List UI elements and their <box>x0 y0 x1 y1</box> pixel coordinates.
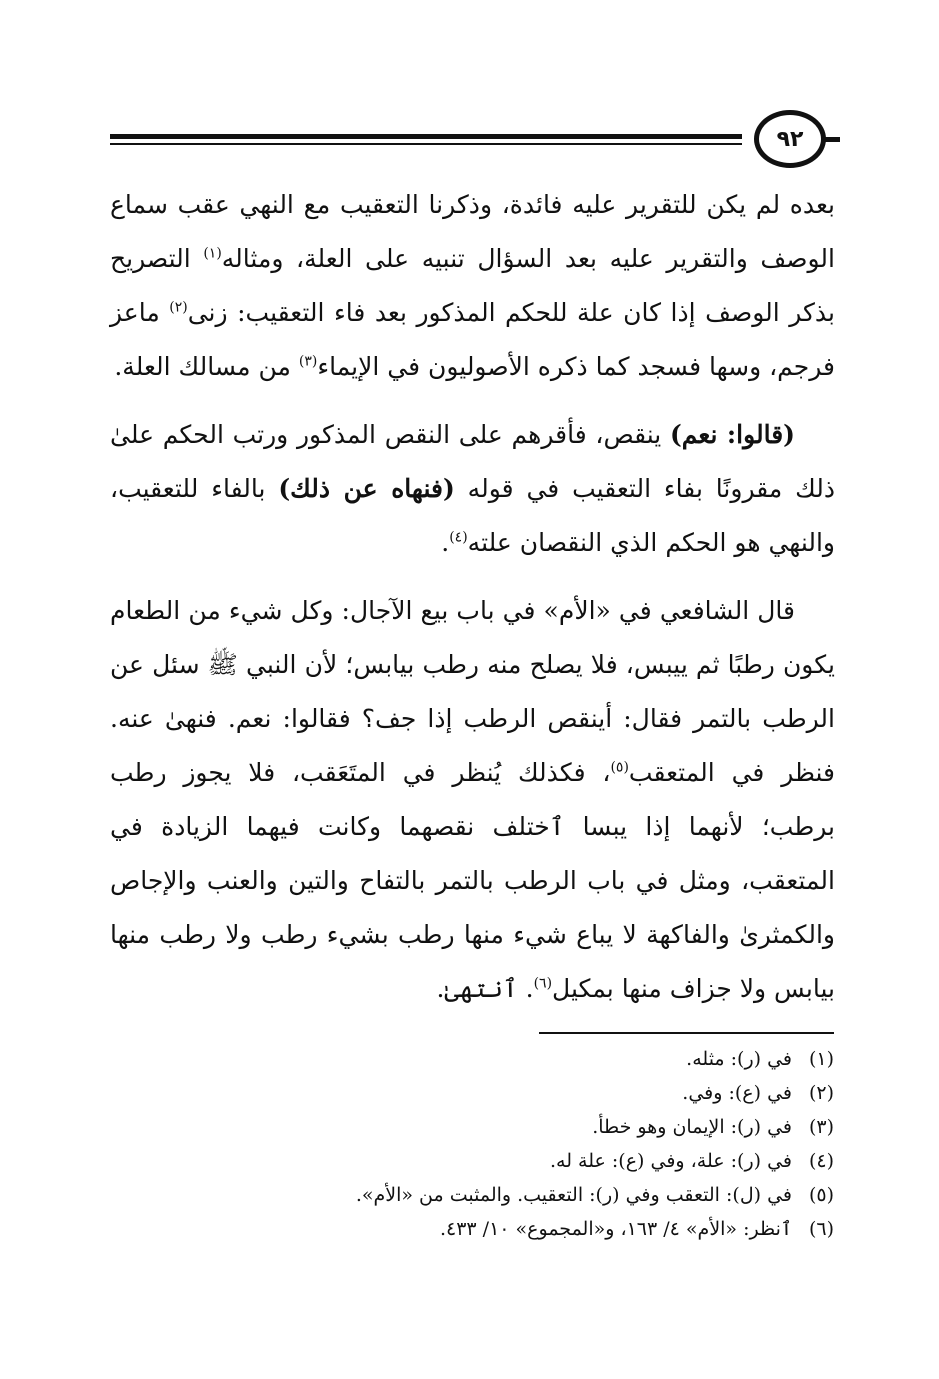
footnote-number: (٦) <box>808 1218 834 1240</box>
footnote-number: (١) <box>808 1048 834 1070</box>
footnote-ref: (٤) <box>449 529 468 546</box>
footnote-ref: (١) <box>203 245 222 262</box>
paragraph <box>110 178 835 394</box>
footnote-text: في (ر): مثله. <box>686 1048 792 1070</box>
footnote-text: في (ر): الإيمان وهو خطأ. <box>592 1116 792 1138</box>
footnote-number: (٤) <box>808 1150 834 1172</box>
footnote-text: ٱنظر: «الأم» ٤/ ١٦٣، و«المجموع» ١٠/ ٤٣٣. <box>439 1218 792 1240</box>
text-segment: قال الشافعي في «الأم» في باب بيع الآجال: وكل شيء من الطعام يكون رطبًا ثم ييبس، فلا يصلح منه رطب بيابس؛ لأن النبي ﷺ سئل عن الرطب بالتمر فقال: أينقص الرطب إذا جف؟ فقالوا: نعم. فنهىٰ عنه. فنظر في المتعقب <box>110 596 835 787</box>
paragraph <box>110 584 835 1016</box>
footnote-number: (٢) <box>808 1082 834 1104</box>
text-segment: . <box>441 528 450 557</box>
main-text <box>110 178 835 1030</box>
footnote-ref: (٢) <box>169 299 188 316</box>
footnote <box>109 1144 834 1178</box>
footnote <box>109 1110 834 1144</box>
text-segment: ينقص، فأقرهم على النقص المذكور ورتب الحكم علىٰ ذلك مقرونًا بفاء التعقيب في قوله <box>110 420 835 503</box>
footnote-text: في (ل): التعقب وفي (ر): التعقيب. والمثبت من «الأم». <box>355 1184 792 1206</box>
text-segment: ، فكذلك يُنظر في المتَعَقب، فلا يجوز رطب برطب؛ لأنهما إذا يبسا ٱختلف نقصهما وكانت فيهما الزيادة في المتعقب، ومثل في باب الرطب بالتمر بالتفاح والتين والعنب والإجاص والكمثرىٰ والفاكهة لا يباع شيء منها رطب بشيء رطب ولا رطب منها بيابس ولا جزاف منها بمكيل <box>110 758 835 1003</box>
footnote-ref: (٣) <box>298 353 318 370</box>
footnote <box>109 1042 834 1076</box>
text-segment: التصريح بذكر الوصف إذا كان علة للحكم المذكور بعد فاء التعقيب: زنى <box>110 244 835 327</box>
footnote-separator <box>539 1032 834 1034</box>
text-segment: بالفاء للتعقيب، والنهي هو الحكم الذي النقصان علته <box>110 474 835 557</box>
footnote <box>109 1212 834 1246</box>
footnote <box>109 1076 834 1110</box>
text-segment: . ٱنتهىٰ. <box>436 974 534 1003</box>
page-header <box>110 110 840 170</box>
quoted-phrase: (قالوا: نعم) <box>669 420 795 449</box>
footnote-number: (٥) <box>808 1184 834 1206</box>
footnotes <box>109 1042 834 1246</box>
header-rule-thin <box>110 143 742 145</box>
footnote-text: في (ع): وفي. <box>682 1082 792 1104</box>
text-segment: ماعز فرجم، وسها فسجد كما ذكره الأصوليون في الإيماء <box>110 298 835 381</box>
text-segment: من مسالك العلة. <box>114 352 299 381</box>
header-rule-thick <box>110 134 742 139</box>
footnote-ref: (٥) <box>610 759 629 776</box>
text-segment: بعده لم يكن للتقرير عليه فائدة، وذكرنا التعقيب مع النهي عقب سماع الوصف والتقرير عليه بعد السؤال تنبيه على العلة، ومثاله <box>110 190 835 273</box>
footnote <box>109 1178 834 1212</box>
paragraph <box>110 408 835 570</box>
page-number: ٩٢ <box>754 110 826 168</box>
footnote-number: (٣) <box>808 1116 834 1138</box>
footnote-ref: (٦) <box>533 975 553 992</box>
quoted-phrase: (فنهاه عن ذلك) <box>278 474 455 503</box>
footnote-text: في (ر): علة، وفي (ع): علة له. <box>550 1150 792 1172</box>
